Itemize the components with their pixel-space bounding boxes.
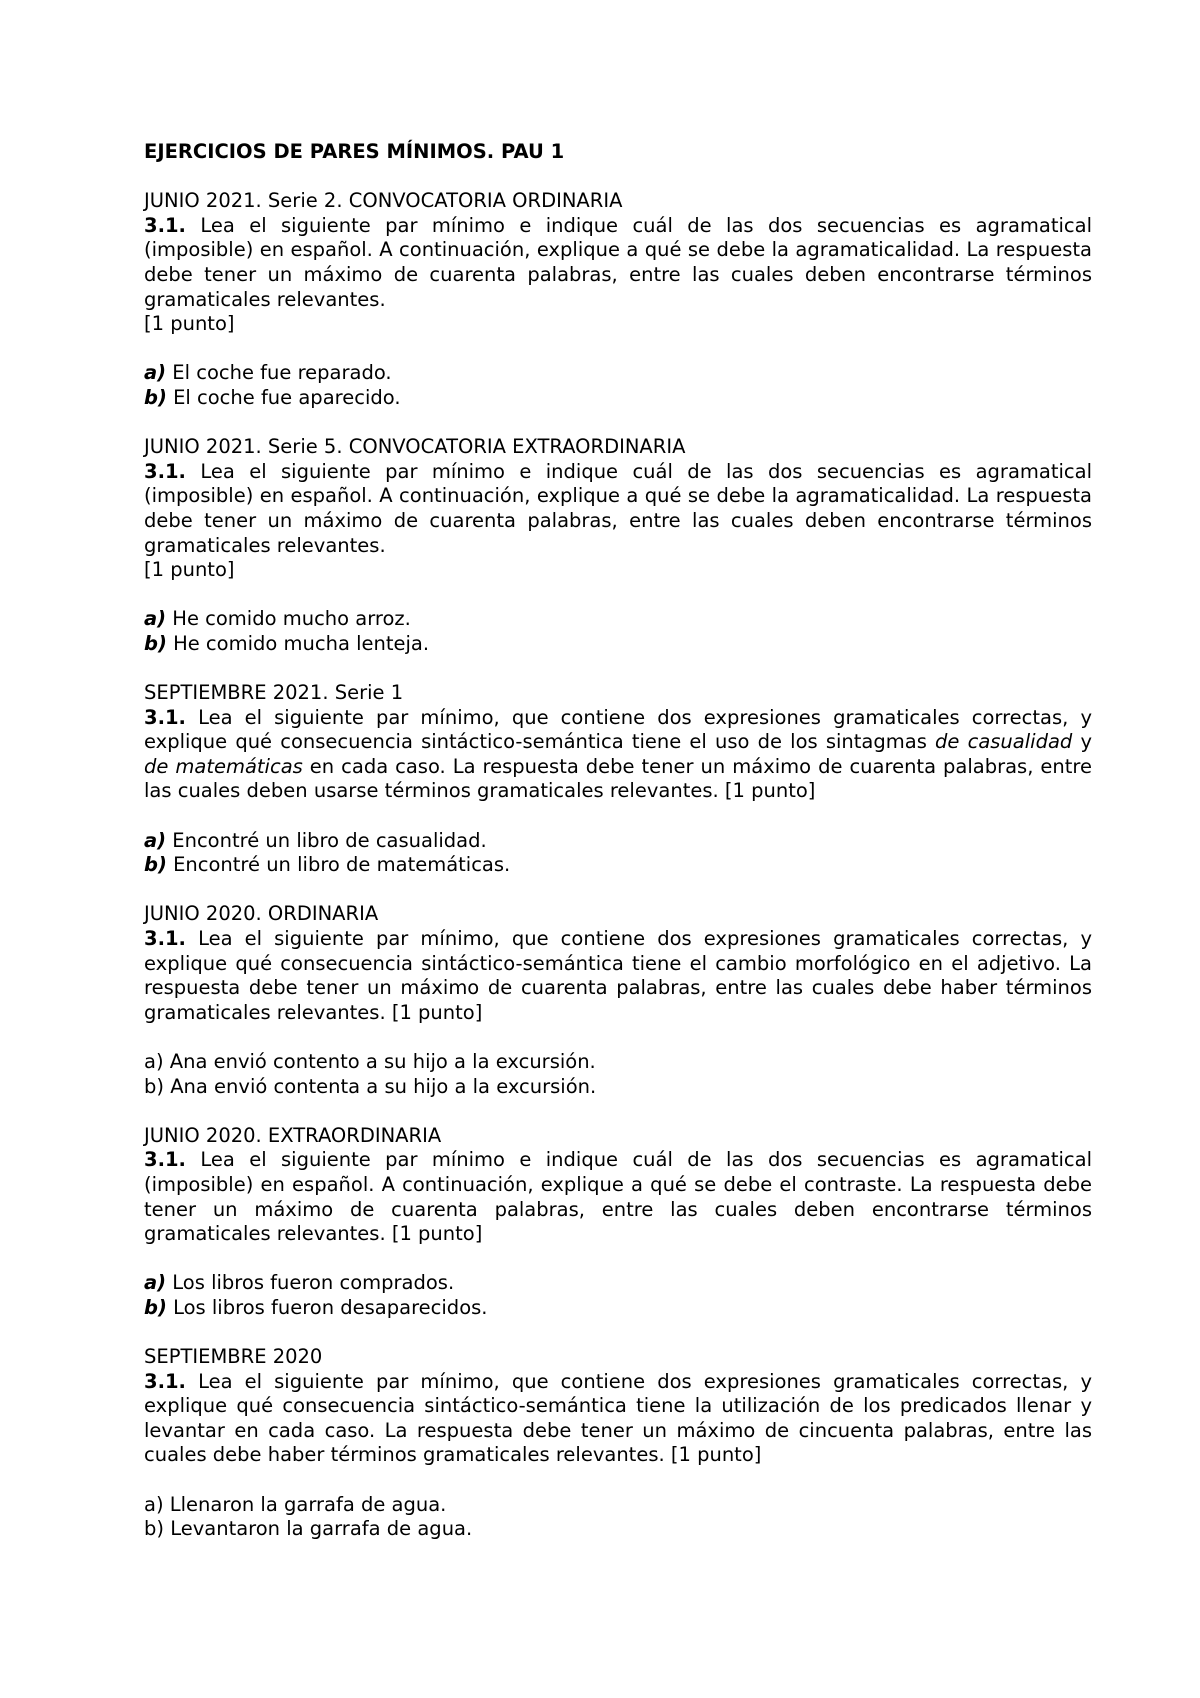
section-heading: SEPTIEMBRE 2021. Serie 1 bbox=[144, 681, 404, 705]
spacer bbox=[144, 165, 1092, 190]
option-a-text: Los libros fueron comprados. bbox=[172, 1271, 455, 1295]
spacer bbox=[144, 1247, 1092, 1272]
question-italic-term-2: de matemáticas bbox=[144, 754, 303, 778]
option-b bbox=[144, 1517, 1092, 1542]
question-text bbox=[144, 1148, 1092, 1246]
option-a bbox=[144, 1271, 1092, 1296]
option-b-text: Levantaron la garrafa de agua. bbox=[170, 1517, 473, 1541]
question-body-part-2: y bbox=[1080, 730, 1093, 754]
option-b-label: b) bbox=[144, 631, 167, 655]
question-text bbox=[144, 214, 1092, 312]
option-a-text: Llenaron la garrafa de agua. bbox=[169, 1492, 447, 1516]
question-number: 3.1. bbox=[144, 1369, 186, 1393]
option-a-label: a) bbox=[144, 828, 167, 852]
option-a-text: He comido mucho arroz. bbox=[172, 607, 411, 631]
option-b-text: He comido mucha lenteja. bbox=[173, 631, 430, 655]
option-a-label: a) bbox=[144, 1049, 164, 1073]
spacer bbox=[144, 804, 1092, 829]
spacer bbox=[144, 1025, 1092, 1050]
option-b bbox=[144, 1296, 1092, 1321]
exercise-section bbox=[144, 435, 1092, 656]
section-heading: JUNIO 2020. ORDINARIA bbox=[144, 902, 379, 926]
option-a bbox=[144, 1493, 1092, 1518]
spacer bbox=[144, 1321, 1092, 1346]
spacer bbox=[144, 583, 1092, 608]
document-title: EJERCICIOS DE PARES MÍNIMOS. PAU 1 bbox=[144, 140, 565, 163]
option-b bbox=[144, 632, 1092, 657]
question-body: Lea el siguiente par mínimo, que contiene dos expresiones gramaticales correctas, y explique qué consecuencia sintáctico-semántica tiene el cambio morfológico en el adjetivo. La respuesta debe tener un máximo de cuarenta palabras, entre las cuales debe haber términos gramaticales relevantes. [1 punto] bbox=[144, 927, 1092, 1024]
question-points: [1 punto] bbox=[144, 312, 235, 336]
question-body: Lea el siguiente par mínimo, que contiene dos expresiones gramaticales correctas, y explique qué consecuencia sintáctico-semántica tiene la utilización de los predicados llenar y levantar en cada caso. La respuesta debe tener un máximo de cincuenta palabras, entre las cuales debe haber términos gramaticales relevantes. [1 punto] bbox=[144, 1369, 1092, 1467]
question-text bbox=[144, 927, 1092, 1025]
option-b-label: b) bbox=[144, 1295, 167, 1319]
spacer bbox=[144, 337, 1092, 362]
option-b-text: El coche fue aparecido. bbox=[173, 385, 401, 409]
question-number: 3.1. bbox=[144, 459, 186, 483]
exercise-section bbox=[144, 681, 1092, 878]
spacer bbox=[144, 656, 1092, 681]
option-a-text: El coche fue reparado. bbox=[172, 361, 392, 385]
option-a bbox=[144, 361, 1092, 386]
option-b-label: b) bbox=[144, 1074, 164, 1098]
spacer bbox=[144, 411, 1092, 436]
option-a bbox=[144, 829, 1092, 854]
exercise-section bbox=[144, 189, 1092, 410]
exercise-section bbox=[144, 1345, 1092, 1542]
exercise-section bbox=[144, 1124, 1092, 1321]
question-number: 3.1. bbox=[144, 705, 186, 729]
option-b bbox=[144, 1075, 1092, 1100]
question-body: Lea el siguiente par mínimo e indique cuál de las dos secuencias es agramatical (imposible) en español. A continuación, explique a qué se debe el contraste. La respuesta debe tener un máximo de cuarenta palabras, entre las cuales deben encontrarse términos gramaticales relevantes. [1 punto] bbox=[144, 1148, 1092, 1246]
option-a bbox=[144, 1050, 1092, 1075]
option-a-text: Ana envió contento a su hijo a la excursión. bbox=[169, 1049, 596, 1073]
question-body-part-1: Lea el siguiente par mínimo, que contiene dos expresiones gramaticales correctas, y explique qué consecuencia sintáctico-semántica tiene el uso de los sintagmas bbox=[144, 705, 1092, 754]
section-heading: JUNIO 2021. Serie 5. CONVOCATORIA EXTRAORDINARIA bbox=[144, 435, 686, 459]
option-a bbox=[144, 607, 1092, 632]
question-body-part-3: en cada caso. La respuesta debe tener un máximo de cuarenta palabras, entre las cuales deben usarse términos gramaticales relevantes. [1 punto] bbox=[144, 754, 1092, 803]
section-heading: JUNIO 2020. EXTRAORDINARIA bbox=[144, 1123, 442, 1147]
section-heading: SEPTIEMBRE 2020 bbox=[144, 1345, 323, 1369]
option-a-text: Encontré un libro de casualidad. bbox=[172, 828, 487, 852]
question-number: 3.1. bbox=[144, 213, 186, 237]
question-italic-term-1: de casualidad bbox=[935, 730, 1073, 754]
option-a-label: a) bbox=[144, 1492, 164, 1516]
question-text bbox=[144, 460, 1092, 558]
exercise-section bbox=[144, 902, 1092, 1099]
section-heading: JUNIO 2021. Serie 2. CONVOCATORIA ORDINARIA bbox=[144, 189, 623, 213]
option-b-label: b) bbox=[144, 1517, 164, 1541]
question-points: [1 punto] bbox=[144, 558, 235, 582]
option-b-text: Los libros fueron desaparecidos. bbox=[173, 1295, 488, 1319]
option-b bbox=[144, 386, 1092, 411]
option-b-text: Encontré un libro de matemáticas. bbox=[173, 853, 511, 877]
option-b-label: b) bbox=[144, 853, 167, 877]
option-a-label: a) bbox=[144, 361, 167, 385]
option-b-text: Ana envió contenta a su hijo a la excursión. bbox=[170, 1074, 597, 1098]
option-b bbox=[144, 853, 1092, 878]
question-text bbox=[144, 706, 1092, 804]
option-a-label: a) bbox=[144, 1271, 167, 1295]
option-a-label: a) bbox=[144, 607, 167, 631]
question-body: Lea el siguiente par mínimo e indique cuál de las dos secuencias es agramatical (imposible) en español. A continuación, explique a qué se debe la agramaticalidad. La respuesta debe tener un máximo de cuarenta palabras, entre las cuales deben encontrarse términos gramaticales relevantes. bbox=[144, 213, 1092, 311]
spacer bbox=[144, 878, 1092, 903]
question-body: Lea el siguiente par mínimo e indique cuál de las dos secuencias es agramatical (imposible) en español. A continuación, explique a qué se debe la agramaticalidad. La respuesta debe tener un máximo de cuarenta palabras, entre las cuales deben encontrarse términos gramaticales relevantes. bbox=[144, 459, 1092, 557]
document-page bbox=[144, 140, 1092, 1542]
question-number: 3.1. bbox=[144, 927, 186, 950]
question-text bbox=[144, 1370, 1092, 1468]
spacer bbox=[144, 1099, 1092, 1124]
question-number: 3.1. bbox=[144, 1148, 186, 1172]
option-b-label: b) bbox=[144, 385, 167, 409]
spacer bbox=[144, 1468, 1092, 1493]
